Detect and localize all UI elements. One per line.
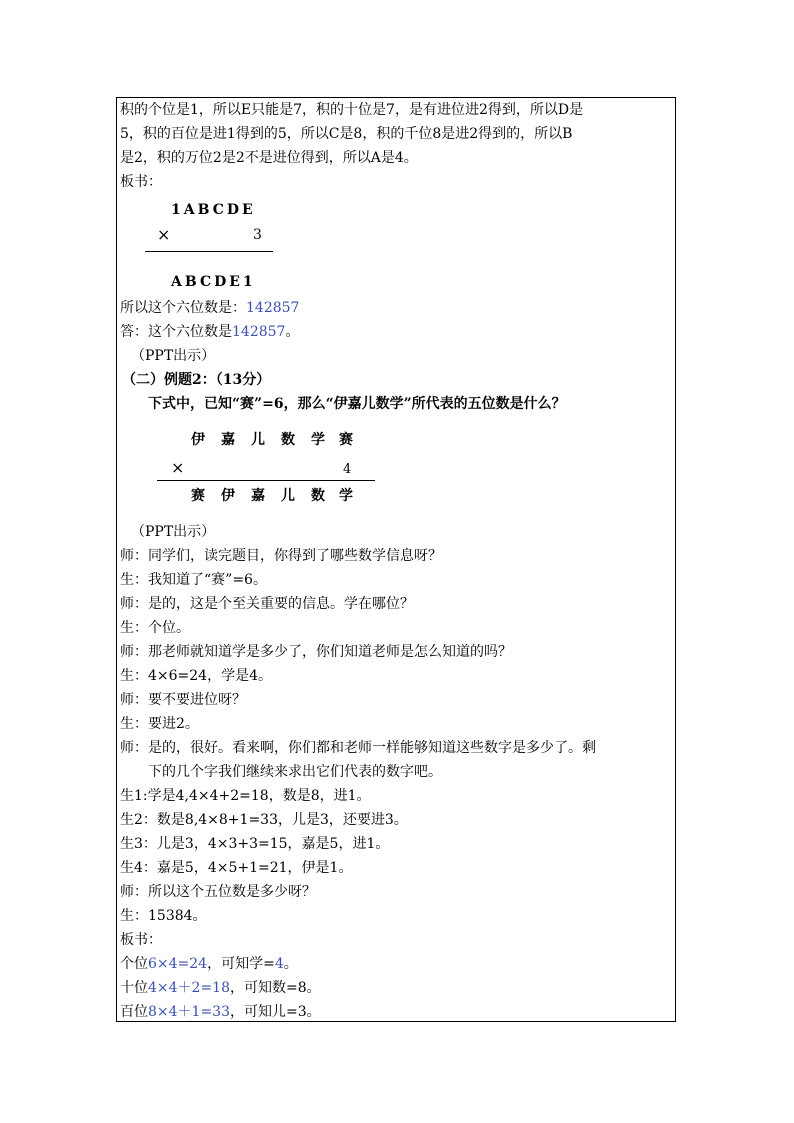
dialogue-line: 生2：数是8,4×8+1=33，儿是3，还要进3。: [120, 812, 408, 828]
dialogue-line: 生：个位。: [120, 620, 190, 636]
answer-line-2: 答：这个六位数是142857。: [120, 324, 300, 340]
calc1-rule: [145, 251, 273, 252]
board-line-hundreds: 百位8×4＋1=33，可知儿=3。: [120, 1004, 321, 1020]
calc2-top-2: 嘉: [221, 432, 235, 448]
calc2-top-4: 数: [281, 432, 295, 448]
calc2-top-5: 学: [311, 432, 325, 448]
answer-value-1: 142857: [246, 300, 300, 316]
calc2-multiplier: 4: [343, 462, 352, 477]
intro-line-3: 是2，积的万位2是2不是进位得到，所以A是4。: [120, 150, 418, 166]
calc1-result-row: ABCDE1: [171, 274, 256, 290]
dialogue-line: 师：所以这个五位数是多少呀？: [120, 884, 316, 900]
calc2-top-1: 伊: [191, 432, 205, 448]
calc2-result-2: 伊: [221, 488, 235, 504]
calc2-result-6: 学: [339, 488, 353, 504]
board-label-1: 板书：: [120, 174, 162, 190]
calc2-result-1: 赛: [191, 488, 205, 504]
dialogue-line: 下的几个字我们继续来求出它们代表的数字吧。: [148, 764, 442, 780]
calc2-rule: [157, 480, 375, 481]
calc1-times-sign: ×: [157, 225, 171, 244]
answer-value-2: 142857: [232, 324, 286, 340]
example2-question: 下式中，已知“赛”=6，那么“伊嘉儿数学”所代表的五位数是什么？: [148, 396, 566, 412]
example2-title: （二）例题2：（13分）: [122, 372, 271, 388]
calc1-top-row: 1ABCDE: [171, 202, 256, 218]
dialogue-line: 师：那老师就知道学是多少了，你们知道老师是怎么知道的吗？: [120, 644, 512, 660]
calc2-top-6: 赛: [339, 432, 353, 448]
board-line-tens: 十位4×4＋2=18，可知数=8。: [120, 980, 321, 996]
dialogue-line: 生：我知道了“赛”=6。: [120, 572, 267, 588]
dialogue-line: 生：要进2。: [120, 716, 199, 732]
calc2-result-4: 儿: [281, 488, 295, 504]
board-line-ones: 个位6×4=24，可知学=4。: [120, 956, 298, 972]
dialogue-line: 师：是的，这是个至关重要的信息。学在哪位？: [120, 596, 414, 612]
intro-line-1: 积的个位是1，所以E只能是7，积的十位是7，是有进位进2得到，所以D是: [120, 102, 584, 118]
calc2-top-3: 儿: [251, 432, 265, 448]
calc2-result-3: 嘉: [251, 488, 265, 504]
answer-line-1: 所以这个六位数是：142857: [120, 300, 300, 316]
dialogue-line: 师：是的，很好。看来啊，你们都和老师一样能够知道这些数字是多少了。剩: [120, 740, 596, 756]
ppt-show-1: （PPT出示）: [131, 348, 216, 364]
calc2-result-5: 数: [311, 488, 325, 504]
dialogue-line: 生1:学是4,4×4+2=18，数是8，进1。: [120, 788, 371, 804]
dialogue-line: 生4：嘉是5，4×5+1=21，伊是1。: [120, 860, 353, 876]
dialogue-line: 师：要不要进位呀？: [120, 692, 246, 708]
calc1-multiplier: 3: [253, 227, 262, 243]
board-label-2: 板书：: [120, 932, 162, 948]
lesson-plan-cell: [116, 97, 676, 1022]
calc2-times-sign: ×: [171, 458, 185, 477]
ppt-show-2: （PPT出示）: [131, 524, 216, 540]
dialogue-line: 师：同学们，读完题目，你得到了哪些数学信息呀？: [120, 548, 442, 564]
dialogue-line: 生：15384。: [120, 908, 207, 924]
dialogue-line: 生3：儿是3，4×3+3=15，嘉是5，进1。: [120, 836, 390, 852]
dialogue-line: 生：4×6=24，学是4。: [120, 668, 272, 684]
intro-line-2: 5，积的百位是进1得到的5，所以C是8，积的千位8是进2得到的，所以B: [120, 126, 573, 142]
